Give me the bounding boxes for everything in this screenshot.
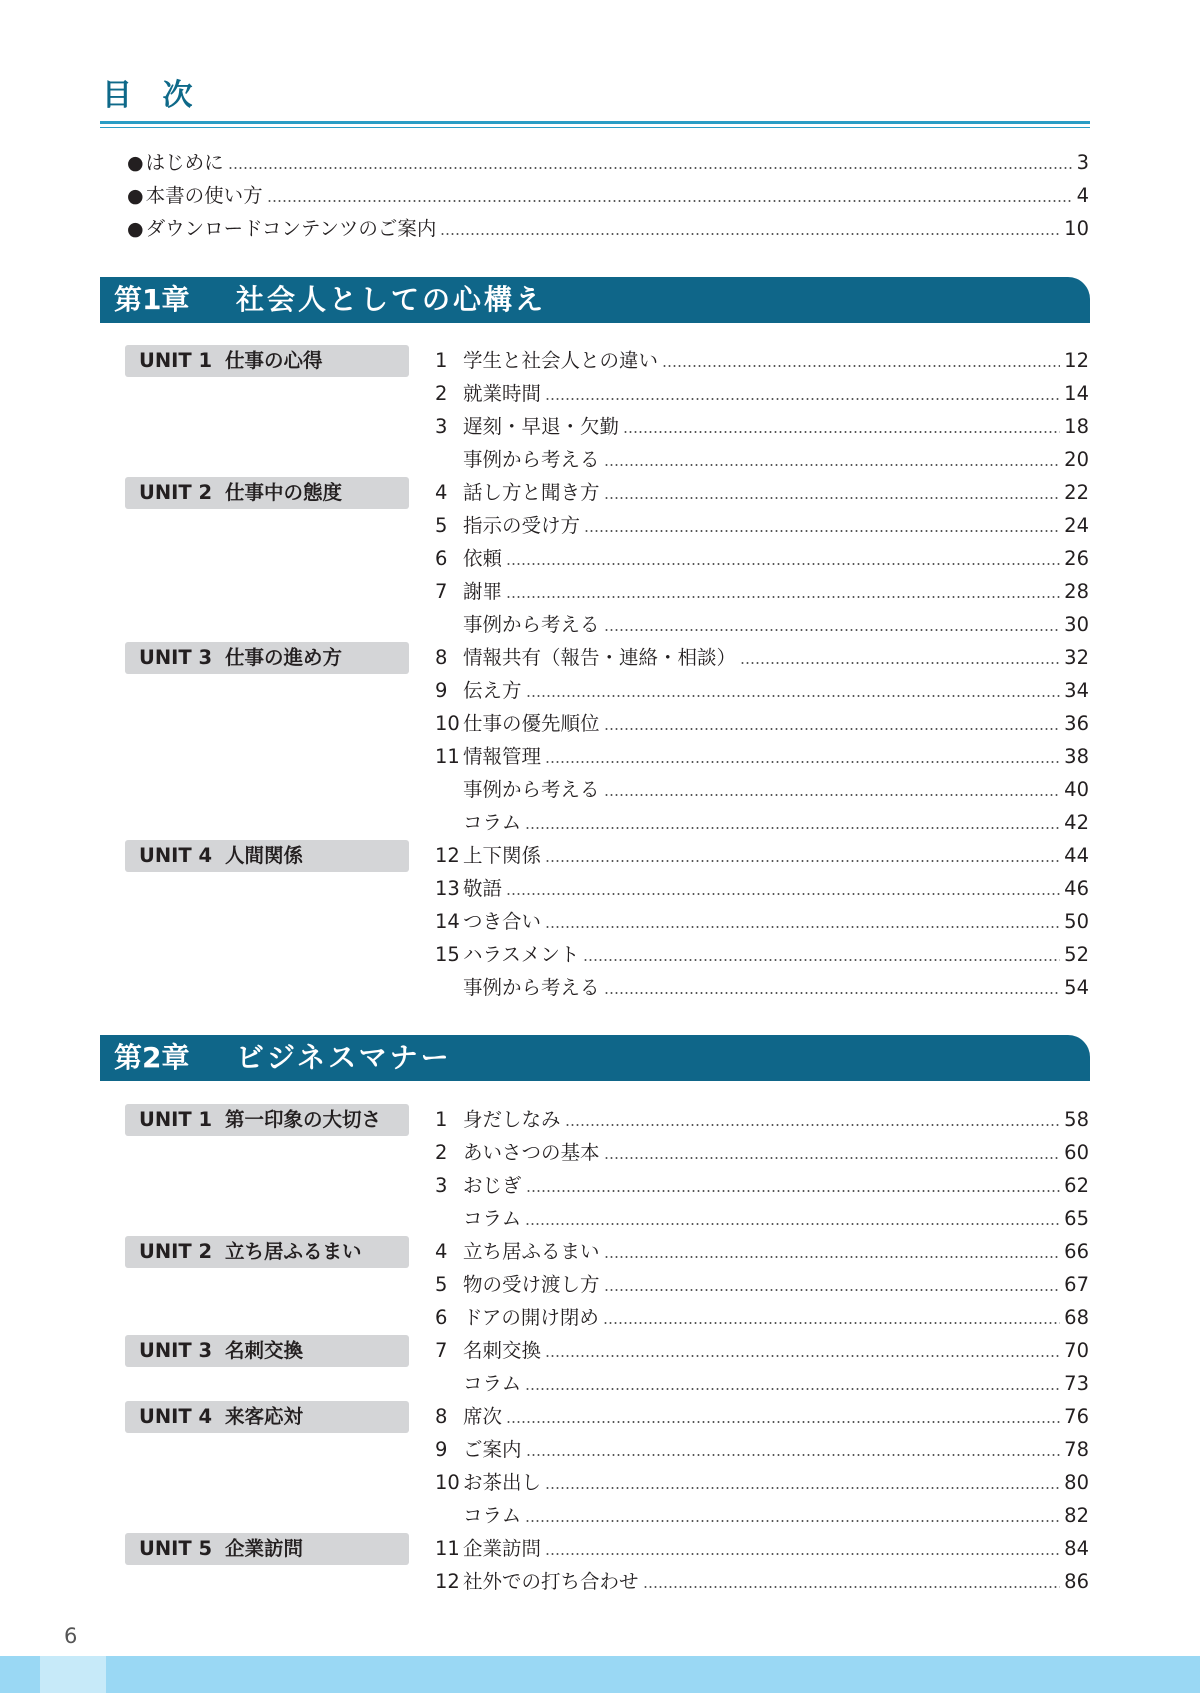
unit-title: 来客応対 bbox=[225, 1405, 304, 1428]
unit-badge[interactable] bbox=[125, 1335, 409, 1367]
toc-entry-number: 1 bbox=[435, 1108, 448, 1131]
toc-entry[interactable] bbox=[435, 609, 1089, 641]
toc-entry-number: 14 bbox=[435, 910, 460, 933]
leader-dots bbox=[267, 200, 1073, 202]
title-underline bbox=[100, 121, 1090, 124]
toc-entry-label: 指示の受け方 bbox=[463, 514, 581, 537]
toc-entry-page: 26 bbox=[1064, 547, 1089, 570]
title-underline-thin bbox=[100, 127, 1090, 128]
toc-entry-number: 3 bbox=[435, 415, 448, 438]
toc-entry-page: 18 bbox=[1064, 415, 1089, 438]
unit-title: 企業訪問 bbox=[225, 1537, 304, 1560]
leader-dots bbox=[526, 1454, 1061, 1456]
unit-badge[interactable] bbox=[125, 642, 409, 674]
leader-dots bbox=[440, 233, 1060, 235]
toc-entry-page: 70 bbox=[1064, 1339, 1089, 1362]
toc-entry[interactable] bbox=[435, 1566, 1089, 1598]
unit-code: UNIT 1 bbox=[139, 1108, 213, 1131]
toc-entry[interactable] bbox=[435, 1137, 1089, 1169]
toc-entry-label: ハラスメント bbox=[463, 943, 580, 966]
unit-code: UNIT 2 bbox=[139, 1240, 213, 1263]
toc-entry-label: 敬語 bbox=[463, 877, 503, 900]
toc-entry[interactable] bbox=[435, 378, 1089, 410]
toc-entry[interactable] bbox=[435, 642, 1089, 674]
leader-dots bbox=[604, 794, 1061, 796]
toc-entry-number: 7 bbox=[435, 1339, 448, 1362]
toc-entry-page: 34 bbox=[1064, 679, 1089, 702]
bullet-icon: ● bbox=[127, 185, 144, 207]
leader-dots bbox=[545, 860, 1060, 862]
toc-entry-label: 事例から考える bbox=[463, 976, 600, 999]
toc-entry-page: 86 bbox=[1064, 1570, 1089, 1593]
toc-entry-page: 3 bbox=[1076, 151, 1089, 174]
chapter-number: 第1章 bbox=[114, 283, 190, 316]
toc-entry-label: 物の受け渡し方 bbox=[463, 1273, 600, 1296]
toc-entry-label: コラム bbox=[463, 1504, 522, 1527]
leader-dots bbox=[545, 761, 1060, 763]
toc-entry-page: 58 bbox=[1064, 1108, 1089, 1131]
toc-entry-label: 就業時間 bbox=[463, 382, 542, 405]
unit-badge[interactable] bbox=[125, 1533, 409, 1565]
toc-entry-page: 10 bbox=[1064, 217, 1089, 240]
toc-entry[interactable] bbox=[435, 1533, 1089, 1565]
toc-entry[interactable] bbox=[435, 1170, 1089, 1202]
unit-code: UNIT 2 bbox=[139, 481, 213, 504]
toc-entry-number: 13 bbox=[435, 877, 460, 900]
leader-dots bbox=[604, 1289, 1061, 1291]
toc-entry[interactable] bbox=[435, 972, 1089, 1004]
toc-entry-page: 60 bbox=[1064, 1141, 1089, 1164]
leader-dots bbox=[525, 1520, 1060, 1522]
toc-entry-label: 情報共有（報告・連絡・相談） bbox=[463, 646, 737, 669]
bullet-icon: ● bbox=[127, 152, 144, 174]
toc-entry-label: 名刺交換 bbox=[463, 1339, 542, 1362]
leader-dots bbox=[526, 1190, 1061, 1192]
toc-entry-number: 10 bbox=[435, 1471, 460, 1494]
toc-entry[interactable] bbox=[435, 1269, 1089, 1301]
unit-code: UNIT 1 bbox=[139, 349, 213, 372]
toc-entry-page: 65 bbox=[1064, 1207, 1089, 1230]
toc-entry-page: 66 bbox=[1064, 1240, 1089, 1263]
toc-entry-label: 伝え方 bbox=[463, 679, 522, 702]
toc-entry-label: 話し方と聞き方 bbox=[463, 481, 600, 504]
toc-entry-number: 5 bbox=[435, 514, 448, 537]
leader-dots bbox=[643, 1586, 1061, 1588]
toc-entry-label: コラム bbox=[463, 1372, 522, 1395]
leader-dots bbox=[545, 398, 1060, 400]
toc-entry[interactable] bbox=[435, 1401, 1089, 1433]
unit-badge[interactable] bbox=[125, 1236, 409, 1268]
toc-entry-number: 6 bbox=[435, 547, 448, 570]
toc-entry-label: 社外での打ち合わせ bbox=[463, 1570, 639, 1593]
toc-entry[interactable] bbox=[435, 1434, 1089, 1466]
toc-entry-number: 11 bbox=[435, 1537, 460, 1560]
leader-dots bbox=[603, 1322, 1060, 1324]
toc-entry-page: 76 bbox=[1064, 1405, 1089, 1428]
toc-entry-number: 2 bbox=[435, 1141, 448, 1164]
toc-entry-label: 身だしなみ bbox=[463, 1108, 561, 1131]
toc-entry-label: おじぎ bbox=[463, 1174, 522, 1197]
toc-entry-number: 11 bbox=[435, 745, 460, 768]
toc-entry-page: 28 bbox=[1064, 580, 1089, 603]
toc-entry[interactable] bbox=[435, 411, 1089, 443]
toc-entry-label: あいさつの基本 bbox=[463, 1141, 600, 1164]
toc-entry-number: 6 bbox=[435, 1306, 448, 1329]
toc-entry-page: 46 bbox=[1064, 877, 1089, 900]
unit-title: 名刺交換 bbox=[225, 1339, 304, 1362]
toc-entry-number: 5 bbox=[435, 1273, 448, 1296]
chapter-1-header bbox=[100, 277, 1090, 323]
toc-entry[interactable] bbox=[435, 1236, 1089, 1268]
toc-intro-item[interactable] bbox=[127, 213, 1089, 245]
toc-entry-number: 7 bbox=[435, 580, 448, 603]
unit-badge[interactable] bbox=[125, 840, 409, 872]
chapter-title: ビジネスマナー bbox=[236, 1041, 452, 1074]
toc-intro-item[interactable] bbox=[127, 180, 1089, 212]
toc-entry[interactable] bbox=[435, 774, 1089, 806]
toc-entry-page: 44 bbox=[1064, 844, 1089, 867]
leader-dots bbox=[506, 563, 1060, 565]
leader-dots bbox=[545, 1487, 1060, 1489]
toc-entry-page: 4 bbox=[1076, 184, 1089, 207]
leader-dots bbox=[525, 1223, 1060, 1225]
toc-entry-label: はじめに bbox=[145, 151, 224, 174]
toc-entry-label: 仕事の優先順位 bbox=[463, 712, 600, 735]
toc-entry-page: 32 bbox=[1064, 646, 1089, 669]
toc-entry-page: 84 bbox=[1064, 1537, 1089, 1560]
toc-entry[interactable] bbox=[435, 807, 1089, 839]
toc-entry-number: 15 bbox=[435, 943, 460, 966]
toc-entry-page: 54 bbox=[1064, 976, 1089, 999]
toc-entry-page: 68 bbox=[1064, 1306, 1089, 1329]
toc-entry-number: 12 bbox=[435, 1570, 460, 1593]
toc-entry-label: 遅刻・早退・欠勤 bbox=[463, 415, 620, 438]
leader-dots bbox=[525, 1388, 1060, 1390]
toc-entry-label: 企業訪問 bbox=[463, 1537, 542, 1560]
leader-dots bbox=[583, 959, 1060, 961]
toc-entry-page: 30 bbox=[1064, 613, 1089, 636]
toc-entry[interactable] bbox=[435, 1302, 1089, 1334]
chapter-number: 第2章 bbox=[114, 1041, 190, 1074]
toc-entry-label: 立ち居ふるまい bbox=[463, 1240, 600, 1263]
toc-entry-page: 38 bbox=[1064, 745, 1089, 768]
toc-entry-label: コラム bbox=[463, 1207, 522, 1230]
toc-entry-page: 42 bbox=[1064, 811, 1089, 834]
leader-dots bbox=[740, 662, 1060, 664]
toc-entry[interactable] bbox=[435, 873, 1089, 905]
toc-entry[interactable] bbox=[435, 345, 1089, 377]
toc-entry-number: 10 bbox=[435, 712, 460, 735]
footer-accent bbox=[40, 1656, 106, 1693]
toc-entry-label: つき合い bbox=[463, 910, 542, 933]
toc-entry-page: 40 bbox=[1064, 778, 1089, 801]
unit-badge[interactable] bbox=[125, 1104, 409, 1136]
toc-entry-page: 14 bbox=[1064, 382, 1089, 405]
toc-entry[interactable] bbox=[435, 906, 1089, 938]
toc-entry-page: 52 bbox=[1064, 943, 1089, 966]
toc-entry[interactable] bbox=[435, 939, 1089, 971]
toc-entry-page: 82 bbox=[1064, 1504, 1089, 1527]
toc-entry[interactable] bbox=[435, 1368, 1089, 1400]
toc-entry-label: 事例から考える bbox=[463, 613, 600, 636]
leader-dots bbox=[604, 629, 1061, 631]
unit-code: UNIT 5 bbox=[139, 1537, 213, 1560]
toc-entry[interactable] bbox=[435, 1335, 1089, 1367]
toc-entry[interactable] bbox=[435, 543, 1089, 575]
toc-entry-page: 22 bbox=[1064, 481, 1089, 504]
leader-dots bbox=[506, 893, 1060, 895]
chapter-2-header bbox=[100, 1035, 1090, 1081]
leader-dots bbox=[228, 167, 1073, 169]
toc-entry[interactable] bbox=[435, 1104, 1089, 1136]
leader-dots bbox=[604, 1256, 1061, 1258]
unit-code: UNIT 3 bbox=[139, 646, 213, 669]
leader-dots bbox=[662, 365, 1060, 367]
unit-code: UNIT 3 bbox=[139, 1339, 213, 1362]
toc-entry-number: 2 bbox=[435, 382, 448, 405]
unit-title: 仕事中の態度 bbox=[225, 481, 343, 504]
toc-entry-label: ご案内 bbox=[463, 1438, 522, 1461]
toc-entry[interactable] bbox=[435, 576, 1089, 608]
chapter-title: 社会人としての心構え bbox=[236, 283, 547, 316]
toc-entry-number: 9 bbox=[435, 679, 448, 702]
toc-entry-number: 8 bbox=[435, 646, 448, 669]
toc-entry-label: 情報管理 bbox=[463, 745, 542, 768]
toc-entry-number: 8 bbox=[435, 1405, 448, 1428]
unit-title: 人間関係 bbox=[225, 844, 304, 867]
toc-entry[interactable] bbox=[435, 1500, 1089, 1532]
leader-dots bbox=[604, 1157, 1061, 1159]
toc-entry[interactable] bbox=[435, 708, 1089, 740]
toc-entry-page: 67 bbox=[1064, 1273, 1089, 1296]
toc-entry-label: コラム bbox=[463, 811, 522, 834]
leader-dots bbox=[604, 497, 1061, 499]
toc-entry-label: 学生と社会人との違い bbox=[463, 349, 659, 372]
toc-entry-label: 上下関係 bbox=[463, 844, 542, 867]
unit-title: 第一印象の大切さ bbox=[225, 1108, 382, 1131]
leader-dots bbox=[545, 1355, 1060, 1357]
leader-dots bbox=[545, 926, 1060, 928]
toc-entry-page: 80 bbox=[1064, 1471, 1089, 1494]
toc-entry[interactable] bbox=[435, 477, 1089, 509]
toc-entry[interactable] bbox=[435, 741, 1089, 773]
leader-dots bbox=[525, 827, 1060, 829]
toc-entry-label: 謝罪 bbox=[463, 580, 503, 603]
toc-entry-page: 20 bbox=[1064, 448, 1089, 471]
unit-badge[interactable] bbox=[125, 1401, 409, 1433]
toc-entry-number: 4 bbox=[435, 1240, 448, 1263]
leader-dots bbox=[604, 992, 1061, 994]
toc-entry[interactable] bbox=[435, 1203, 1089, 1235]
unit-code: UNIT 4 bbox=[139, 844, 213, 867]
leader-dots bbox=[526, 695, 1061, 697]
toc-entry-label: 依頼 bbox=[463, 547, 503, 570]
toc-entry-page: 12 bbox=[1064, 349, 1089, 372]
toc-entry[interactable] bbox=[435, 840, 1089, 872]
toc-entry[interactable] bbox=[435, 675, 1089, 707]
unit-badge[interactable] bbox=[125, 477, 409, 509]
toc-entry-label: 本書の使い方 bbox=[145, 184, 263, 207]
toc-entry-page: 62 bbox=[1064, 1174, 1089, 1197]
toc-entry-page: 78 bbox=[1064, 1438, 1089, 1461]
leader-dots bbox=[604, 464, 1061, 466]
footer-band bbox=[0, 1656, 1200, 1693]
toc-entry[interactable] bbox=[435, 510, 1089, 542]
toc-entry-number: 12 bbox=[435, 844, 460, 867]
leader-dots bbox=[584, 530, 1060, 532]
toc-entry-label: ドアの開け閉め bbox=[463, 1306, 599, 1329]
unit-title: 立ち居ふるまい bbox=[225, 1240, 362, 1263]
toc-entry-page: 73 bbox=[1064, 1372, 1089, 1395]
toc-entry-number: 4 bbox=[435, 481, 448, 504]
unit-badge[interactable] bbox=[125, 345, 409, 377]
toc-intro-item[interactable] bbox=[127, 147, 1089, 179]
unit-title: 仕事の進め方 bbox=[225, 646, 343, 669]
toc-entry-number: 1 bbox=[435, 349, 448, 372]
leader-dots bbox=[506, 596, 1060, 598]
toc-entry-label: お茶出し bbox=[463, 1471, 542, 1494]
unit-code: UNIT 4 bbox=[139, 1405, 213, 1428]
unit-title: 仕事の心得 bbox=[225, 349, 323, 372]
toc-entry-label: 事例から考える bbox=[463, 448, 600, 471]
toc-entry[interactable] bbox=[435, 444, 1089, 476]
leader-dots bbox=[506, 1421, 1060, 1423]
toc-entry-page: 36 bbox=[1064, 712, 1089, 735]
toc-entry-label: ダウンロードコンテンツのご案内 bbox=[145, 217, 437, 240]
page-title: 目 次 bbox=[102, 78, 203, 113]
leader-dots bbox=[545, 1553, 1060, 1555]
toc-entry-label: 事例から考える bbox=[463, 778, 600, 801]
toc-entry-label: 席次 bbox=[463, 1405, 503, 1428]
leader-dots bbox=[604, 728, 1061, 730]
toc-entry[interactable] bbox=[435, 1467, 1089, 1499]
toc-entry-number: 9 bbox=[435, 1438, 448, 1461]
toc-entry-number: 3 bbox=[435, 1174, 448, 1197]
leader-dots bbox=[565, 1124, 1061, 1126]
toc-entry-page: 24 bbox=[1064, 514, 1089, 537]
leader-dots bbox=[623, 431, 1060, 433]
toc-entry-page: 50 bbox=[1064, 910, 1089, 933]
page-number: 6 bbox=[64, 1624, 78, 1648]
bullet-icon: ● bbox=[127, 218, 144, 240]
